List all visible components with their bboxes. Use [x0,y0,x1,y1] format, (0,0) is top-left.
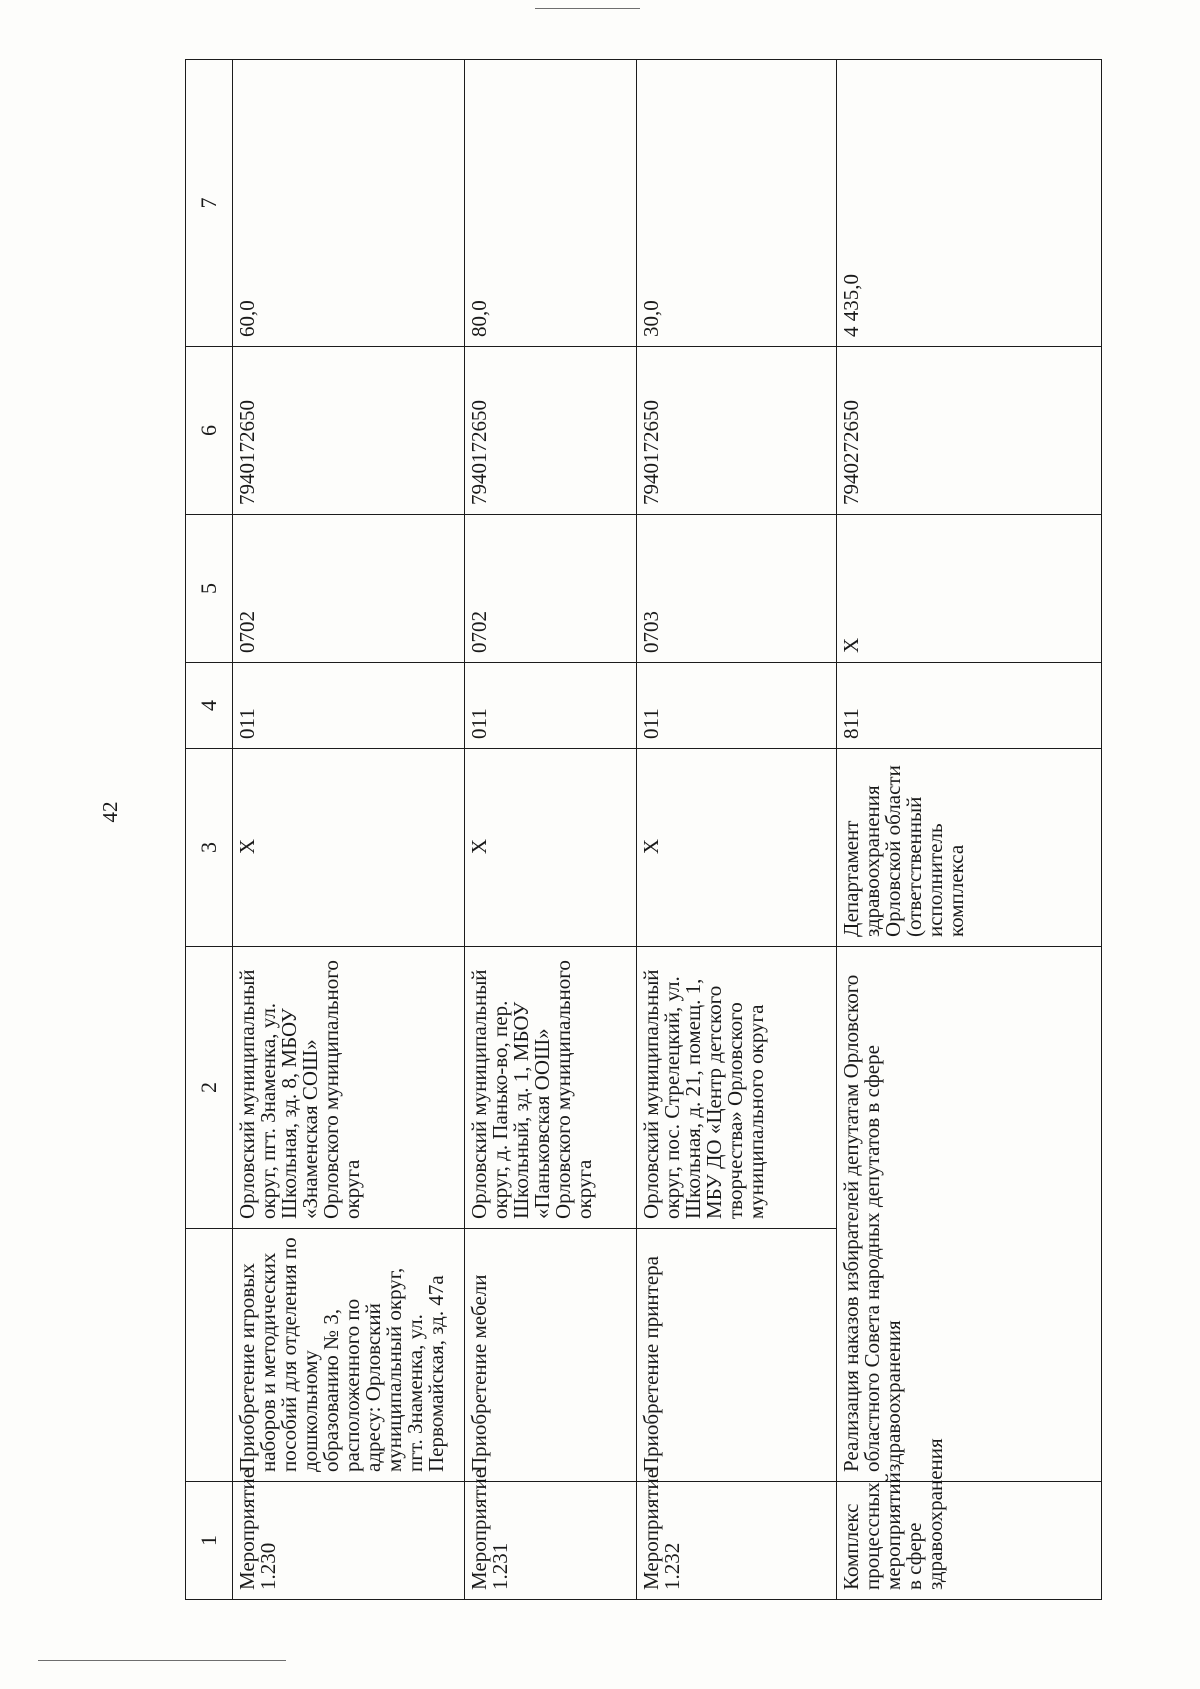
cell-target: 7940172650 [233,347,465,515]
cell-section: X [837,515,1102,663]
cell-activity: Мероприятие 1.232 [637,1482,837,1600]
header-col-4: 4 [186,663,233,749]
header-col-5: 5 [186,515,233,663]
data-table [185,59,1102,1600]
cell-activity: Комплекс процессных мероприятий в сфере здравоохранения [837,1482,1102,1600]
cell-activity: Мероприятие 1.230 [233,1482,465,1600]
cell-executor: X [233,749,465,947]
cell-section: 0702 [465,515,637,663]
cell-target: 7940172650 [637,347,837,515]
table-row [637,60,837,1600]
cell-amount: 80,0 [465,60,637,347]
header-col-7: 7 [186,60,233,347]
header-col-6: 6 [186,347,233,515]
cell-location: Орловский муниципальный округ, д. Панько-во, пер. Школьный, зд. 1, МБОУ «Паньковская ООШ» Орловского муниципального округа [465,947,637,1229]
table-row [233,60,465,1600]
cell-code: 011 [637,663,837,749]
header-col-2: 2 [186,947,233,1229]
bottom-scan-line [38,1660,286,1661]
cell-executor: X [637,749,837,947]
cell-amount: 4 435,0 [837,60,1102,347]
cell-description: Приобретение мебели [465,1229,637,1482]
cell-location: Орловский муниципальный округ, пос. Стрелецкий, ул. Школьная, д. 21, помещ. 1, МБУ ДО «Центр детского творчества» Орловского муниципального округа [637,947,837,1229]
cell-code: 011 [465,663,637,749]
cell-description: Реализация наказов избирателей депутатам Орловского областного Совета народных депутатов в сфере здравоохранения [837,947,1102,1482]
top-scan-line [535,8,640,9]
cell-amount: 30,0 [637,60,837,347]
header-col-3: 3 [186,749,233,947]
header-col-1: 1 [186,1482,233,1600]
cell-amount: 60,0 [233,60,465,347]
cell-code: 811 [837,663,1102,749]
table-row [465,60,637,1600]
header-col-blank [186,1229,233,1482]
cell-code: 011 [233,663,465,749]
cell-location: Орловский муниципальный округ, пгт. Знаменка, ул. Школьная, зд. 8, МБОУ «Знаменская СОШ» Орловского муниципального округа [233,947,465,1229]
rotated-table-wrapper [185,60,1100,1600]
cell-executor: X [465,749,637,947]
cell-section: 0703 [637,515,837,663]
cell-executor: Департамент здравоохранения Орловской области (ответственный исполнитель комплекса [837,749,1102,947]
header-row [186,60,233,1600]
cell-section: 0702 [233,515,465,663]
table-row [837,60,1102,1600]
cell-activity: Мероприятие 1.231 [465,1482,637,1600]
cell-description: Приобретение принтера [637,1229,837,1482]
cell-description: Приобретение игровых наборов и методических пособий для отделения по дошкольному образованию № 3, расположенного по адресу: Орловский муниципальный округ, пгт. Знаменка, ул. Первомайская, зд. 47а [233,1229,465,1482]
cell-target: 7940272650 [837,347,1102,515]
cell-target: 7940172650 [465,347,637,515]
page-number: 42 [98,801,122,823]
